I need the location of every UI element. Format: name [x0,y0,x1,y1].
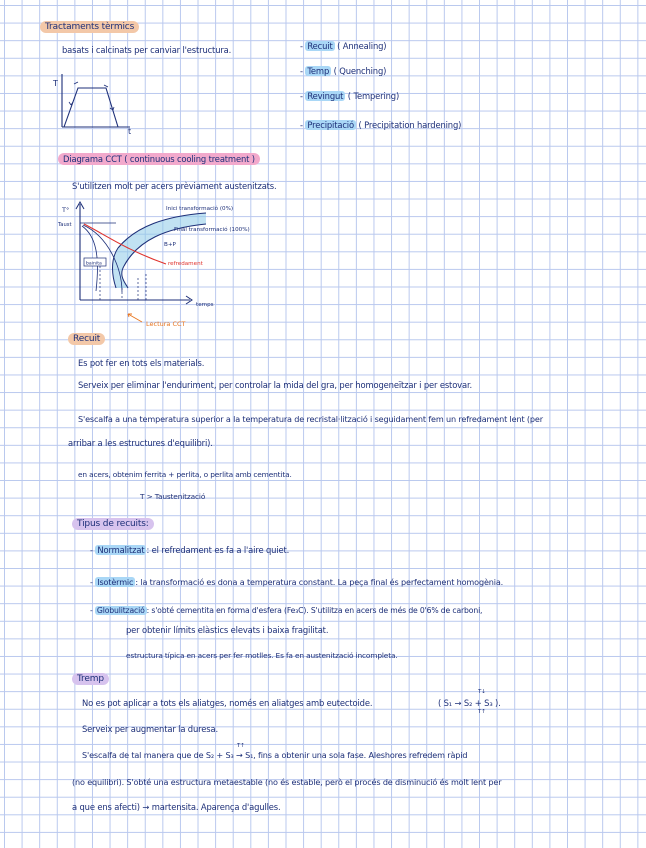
tipus-item-text: : la transformació es dona a temperatura constant. La peça final és perfectament homogènia. [135,577,504,587]
treatment-type-revingut: - Revingut ( Tempering) [300,91,400,101]
cct-diagram [56,196,266,332]
cct-note: S'utilitzen molt per acers prèviament austenitzats. [72,181,277,191]
tremp-line-2: Serveix per augmentar la duresa. [82,724,218,734]
treatment-type-recuit: - Recuit ( Annealing) [300,41,387,51]
tremp-line-5: a que ens afecti) → martensita. Aparença d'agulles. [72,802,281,812]
cct-caption: Lectura CCT [146,320,186,328]
cct-temp-label: Taust [58,222,72,228]
tremp-formula-bottom: T↑ [478,709,486,715]
diagram-curve [64,88,118,127]
tipus-item-name: Isotèrmic [97,577,134,587]
treatment-english: ( Tempering) [345,91,400,101]
cct-zone-label: B+P [164,242,176,248]
tremp-line-3-arrow-label: T↑ [237,743,245,749]
recuit-line-2: Serveix per eliminar l'enduriment, per controlar la mida del gra, per homogeneïtzar i per estovar. [78,380,472,390]
recuit-line-3: S'escalfa a una temperatura superior a la temperatura de recristal·lització i seguidament fem un refredament lent (per [78,414,543,424]
cct-cooling-label: refredament [168,261,203,267]
cct-curve-start-label: Inici transformació (0%) [166,206,234,212]
treatment-type-temp: - Temp ( Quenching) [300,66,387,76]
tremp-line-1 [82,697,372,709]
tremp-line-3a: S'escalfa de tal manera que de S₂ + S₃ [82,750,234,760]
tremp-line-3b: S₁, fins a obtenir una sola fase. Aleshores refredem ràpid [245,750,468,760]
treatment-name: Temp [307,66,330,76]
treatment-name: Recuit [307,41,333,51]
cct-region-label: bainita [86,261,102,267]
section-title-recuit: Recuit [68,333,105,345]
tipus-item-isotermic: - Isotèrmic : la transformació es dona a temperatura constant. La peça final és perfectament homogènia. [90,577,504,587]
treatment-english: ( Quenching) [331,66,387,76]
recuit-line-5: en acers, obtenim ferrita + perlita, o perlita amb cementita. [78,470,292,479]
section-title-tremp: Tremp [72,673,109,685]
tipus-extra-1: per obtenir límits elàstics elevats i baixa fragilitat. [126,625,329,635]
tipus-extra-2: estructura típica en acers per fer motlles. Es fa en austenització incompleta. [126,651,398,660]
recuit-line-6: T > Taustenització [140,492,206,501]
recuit-line-1: Es pot fer en tots els materials. [78,358,205,368]
treatment-english: ( Precipitation hardening) [355,120,462,130]
tremp-formula-top: T↓ [478,689,486,695]
cct-x-label: temps [196,302,214,308]
tremp-line-1-text: No es pot aplicar a tots els aliatges, només en aliatges amb eutectoide. [82,698,373,708]
tremp-line-3-arrow: → T↑ [236,743,245,760]
cct-zone-fill [113,213,207,288]
recuit-line-4: arribar a les estructures d'equilibri). [68,438,213,448]
section-title-tractaments: Tractaments tèrmics [40,21,139,33]
tremp-line-3 [82,743,468,761]
diagram-axis-x-label: t [128,127,132,134]
heat-treatment-diagram [48,72,143,134]
tipus-item-text: : el refredament es fa a l'aire quiet. [146,545,290,555]
section-title-tipus: Tipus de recuits: [72,518,154,530]
tremp-line-4: (no equilibri). S'obté una estructura metaestable (no és estable, però el procés de disminució és molt lent per [72,777,502,787]
treatment-name: Precipitació [307,120,354,130]
tremp-formula-text: ( S₁ → S₂ + S₃ ). [438,698,501,708]
section-title-cct: Diagrama CCT ( continuous cooling treatment ) [58,153,260,165]
tipus-item-name: Globulització [96,606,145,615]
treatment-english: ( Annealing) [334,41,387,51]
diagram-axis-y-label: T [53,79,58,88]
treatment-name: Revingut [307,91,344,101]
treatment-type-precipitacio: - Precipitació ( Precipitation hardening) [300,120,462,130]
tipus-item-text: : s'obté cementita en forma d'esfera (Fe₃C). S'utilitza en acers de més de 0'6% de carboni, [146,606,483,615]
tipus-item-normalitzat: - Normalitzat : el refredament es fa a l'aire quiet. [90,545,290,555]
section-subtitle: basats i calcinats per canviar l'estructura. [62,45,232,55]
tipus-item-name: Normalitzat [97,545,145,555]
cct-y-label: T° [62,206,70,214]
tipus-item-globulitzacio: - Globulització : s'obté cementita en forma d'esfera (Fe₃C). S'utilitza en acers de més de 0'6% de carboni, [90,606,483,615]
cct-curve-end-label: Final transformació (100%) [174,227,250,233]
